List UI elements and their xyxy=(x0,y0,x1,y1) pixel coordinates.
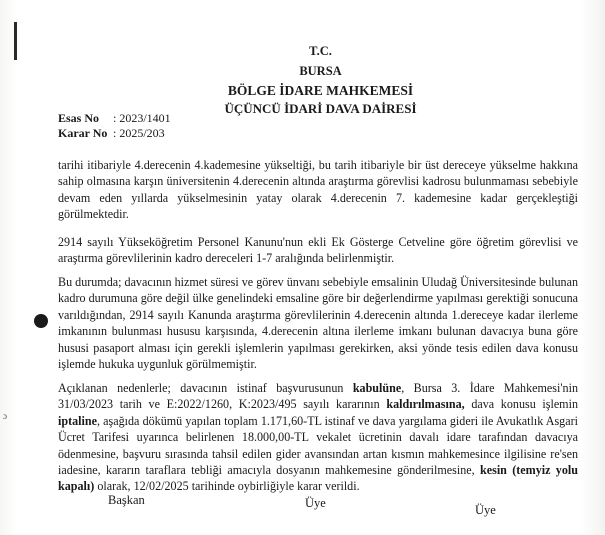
paragraph-decision xyxy=(58,380,578,495)
esas-value: : 2023/1401 xyxy=(113,111,171,125)
esas-row xyxy=(58,111,171,126)
decision-text-c: , Bursa 3. İdare Mahkemesi'nin 31/03/2023 tarih ve E:2022/1260, K:2023/495 sayılı kararının xyxy=(58,381,578,412)
decision-text-g: , aşağıda dökümü yapılan toplam 1.171,60-TL istinaf ve dava yargılama gideri ile Avukatlık Asgari Ücret Tarifesi uyarınca belirlenen 18.000,00-TL vekalet ücretinin davalı idare tarafından davacıya ödenmesine, başvuru sırasında tahsil edilen gider avansından artan kısmın mahkemesince ilgilisine re'sen iadesine, kararın taraflara tebliği amacıyla dosyanın mahkemesine gönderilmesine, xyxy=(58,413,578,478)
header-city: BURSA xyxy=(299,64,342,78)
decision-text-i: olarak, 12/02/2025 tarihinde oybirliğiyle karar verildi. xyxy=(94,479,360,494)
decision-kesin: kesin (temyiz yolu kapalı) xyxy=(58,463,578,494)
karar-row xyxy=(58,126,165,141)
signature-uye-2: Üye xyxy=(475,503,496,517)
decision-kabul: kabulüne xyxy=(352,381,402,395)
header-court: BÖLGE İDARE MAHKEMESİ xyxy=(227,83,414,98)
paragraph-1: tarihi itibariyle 4.derecenin 4.kademesine yükseltiği, bu tarih itibariyle bir üst dereceye yükselme hakkına sahip olmasına karşın üniversitenin 4.derecenin altında araştırma görevlisi kadrosu bulunmaması sebebiyle devam eden yıllarda yükselmesinin yatay olarak 4.derecenin 7. kademesine kadar gerçekleştiği görülmektedir. xyxy=(58,158,578,222)
paragraph-3: Bu durumda; davacının hizmet süresi ve görev ünvanı sebebiyle emsalinin Uludağ Üniversitesinde bulunan kadro durumuna göre değil ülke genelindeki emsaline göre bir değerlendirme yapılması gerektiği sonucuna varıldığından, 2914 sayılı Kanunda araştırma görevlilerinin 4.derecenin altında 1.dereceye kadar ilerleme imkanının bulunması hususu karşısında, 4.derecenin altına ilerleme imkanı bulunan davacıya buna göre hususi pasaport alması için gerekli işlemlerin yapılması gerekirken, aksi yönde tesis edilen dava konusu işlemde hukuka uygunluk görülmemiştir. xyxy=(58,275,578,372)
karar-label: Karar No xyxy=(58,126,108,140)
signature-uye-1: Üye xyxy=(305,496,326,510)
header-chamber: ÜÇÜNCÜ İDARİ DAVA DAİRESİ xyxy=(224,101,417,116)
decision-kaldirilma: kaldırılmasına, xyxy=(386,397,465,412)
margin-mark: ɔ xyxy=(3,411,7,421)
karar-value: : 2025/203 xyxy=(113,126,165,140)
hole-punch-mark xyxy=(34,314,48,328)
decision-text-a: Açıklanan nedenlerle; davacının istinaf başvurusunun xyxy=(58,381,353,395)
header-tc: T.C. xyxy=(309,44,332,58)
esas-label: Esas No xyxy=(58,111,100,125)
signature-baskan: Başkan xyxy=(108,493,145,507)
decision-text-e: dava konusu işlemin xyxy=(464,397,579,412)
scan-edge-mark xyxy=(14,22,17,60)
decision-iptal: iptaline xyxy=(58,413,97,428)
paragraph-2: 2914 sayılı Yükseköğretim Personel Kanunu'nun ekli Ek Gösterge Cetveline göre öğretim görevlisi ve araştırma görevlilerinin kadro dereceleri 1-7 aralığında belirlenmiştir. xyxy=(58,235,578,266)
